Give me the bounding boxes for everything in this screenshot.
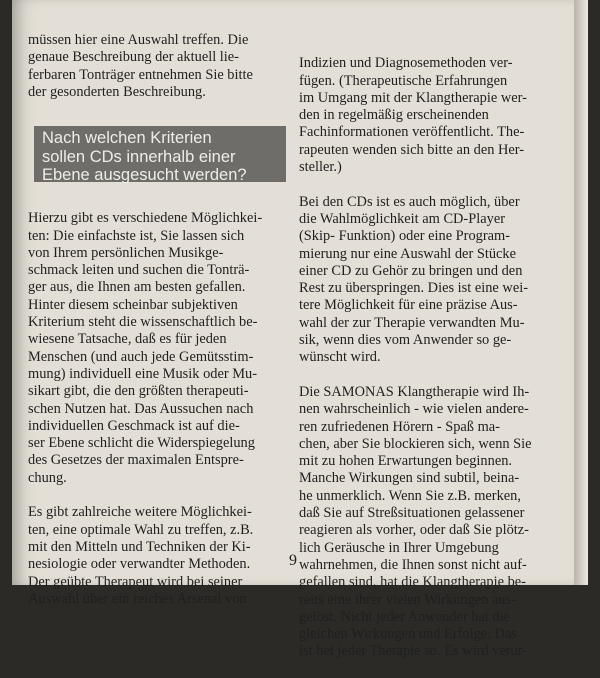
right-column <box>299 38 561 678</box>
page-number: 9 <box>289 552 297 569</box>
page-edge-shadow <box>574 0 588 585</box>
section-heading: Nach welchen Kriterien sollen CDs innerhalb einer Ebene ausgesucht werden? <box>34 126 286 182</box>
paragraph: Hierzu gibt es verschiedene Möglichkei- ten: Die einfachste ist, Sie lassen sich von Ihrem persönlichen Musikge- schmack leiten und suchen die Tonträ- ger aus, die Ihnen am besten gefallen. Hinter diesem scheinbar subjektiven Kriterium steht die wissenschaftlich be- wiesene Tatsache, daß es für jeden Menschen (und auch jede Gemütsstim- mung) individuell eine Musik oder Mu- sikart gibt, die den größten therapeuti- schen Nutzen hat. Das Aussuchen nach individuellen Geschmack ist auf die- ser Ebene schlicht die Widerspiegelung des Gesetzes der maximalen Entspre- chung. <box>28 210 263 486</box>
left-column-body <box>28 193 290 625</box>
paragraph: Bei den CDs ist es auch möglich, über die Wahlmöglichkeit am CD-Player (Skip- Funktion) oder eine Program- mierung nur eine Auswahl der Stücke einer CD zu Gehör zu bringen und den Rest zu überspringen. Dies ist eine wei- tere Möglichkeit für eine präzise Aus- wahl der zur Therapie verwandten Mu- sik, wenn dies vom Anwender so ge- wünscht wird. <box>299 193 528 366</box>
paragraph: Es gibt zahlreiche weitere Möglichkei- ten, eine optimale Wahl zu treffen, z.B. mit den Mitteln und Techniken der Ki- nesiologie oder verwandter Methoden. Der geübte Therapeut wird bei seiner Auswahl über ein reiches Arsenal von <box>28 504 254 607</box>
paragraph: Indizien und Diagnosemethoden ver- fügen. (Therapeutische Erfahrungen im Umgang mit der Klangtherapie wer- den in regelmäßig erscheinenden Fachinformationen veröffentlicht. The- rapeuten wenden sich bitte an den Her- steller.) <box>299 55 527 176</box>
paragraph: Die SAMONAS Klangtherapie wird Ih- nen wahrscheinlich - wie vielen andere- ren zufriedenen Hörern - Spaß ma- chen, aber Sie blockieren sich, wenn Sie mit zu hohen Erwartungen beginnen. Manche Wirkungen sind subtil, beina- he unmerklich. Wenn Sie z.B. merken, daß Sie auf Streßsituationen gelassener reagieren als vorher, oder daß Sie plötz- lich Geräusche in Ihrer Umgebung wahrnehmen, die Ihnen sonst nicht auf- gefallen sind, hat die Klangtherapie be- reits eine ihrer vielen Wirkungen aus- gelöst. Nicht jeder Anwender hat die gleichen Wirkungen und Erfolge. Das ist bei jeder Therapie so. Es wird verur- <box>299 383 532 660</box>
left-column-intro: müssen hier eine Auswahl treffen. Die genaue Beschreibung der aktuell lie- ferbaren Tonträger entnehmen Sie bitte der gesonderten Beschreibung. <box>28 32 253 100</box>
